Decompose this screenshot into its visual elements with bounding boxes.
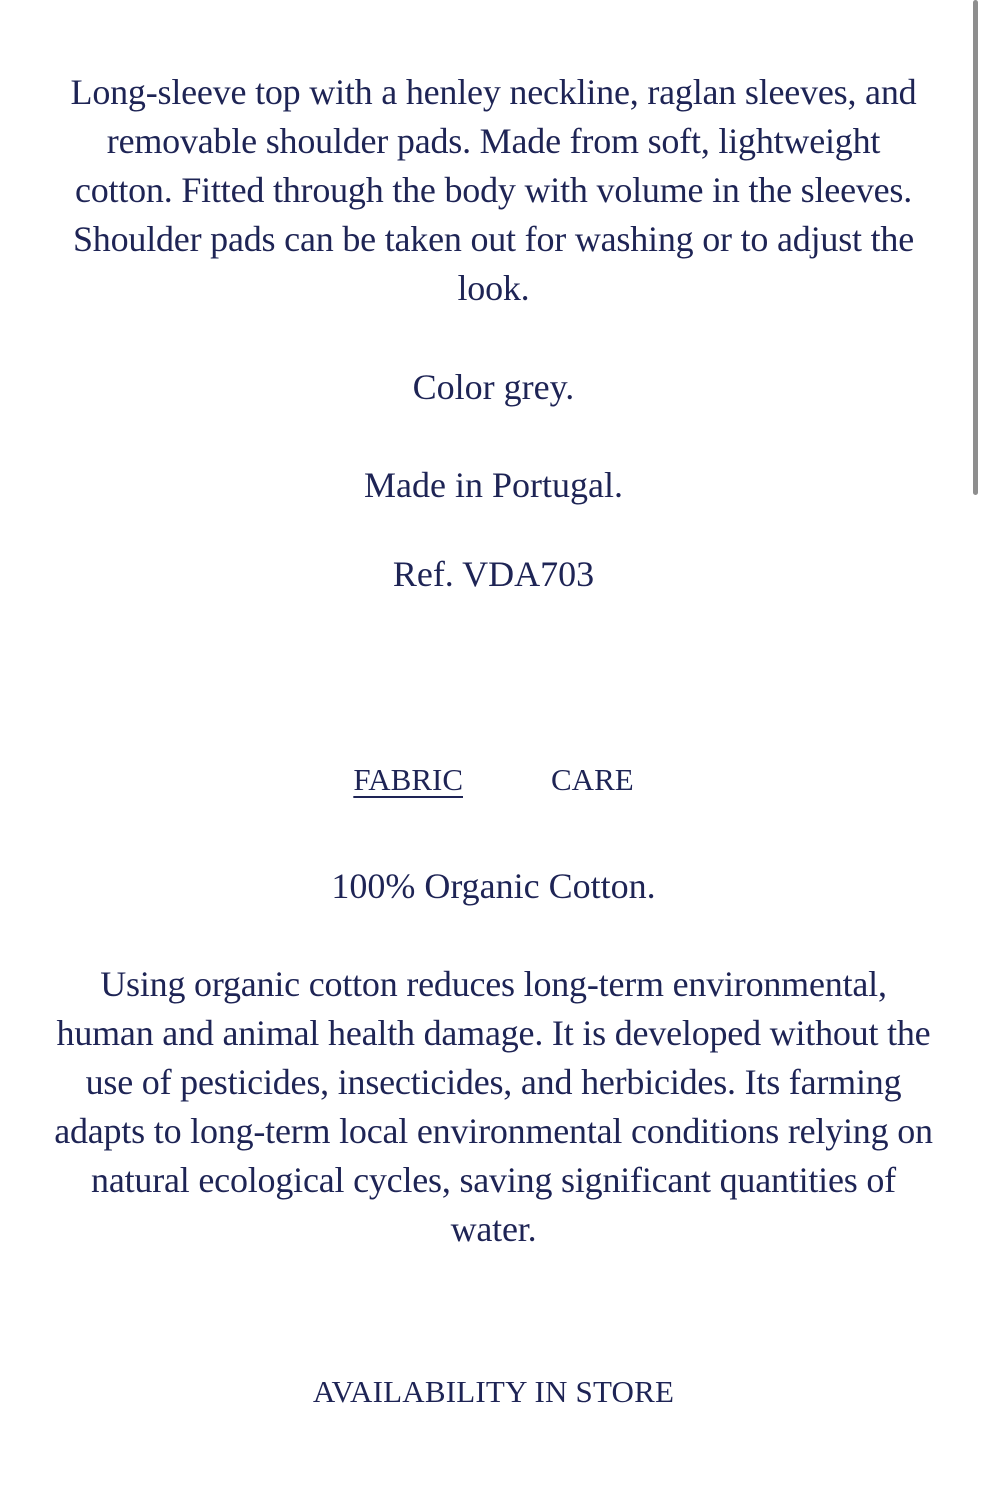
product-origin: Made in Portugal. (364, 465, 623, 505)
product-description: Long-sleeve top with a henley neckline, raglan sleeves, and removable shoulder pads. Made from soft, lightweight cotton. Fitted through the body with volume in the sleeves. Shoulder pads can be taken out for washing or to adjust the look. (70, 72, 917, 308)
scrollbar[interactable] (973, 0, 987, 1500)
fabric-composition: 100% Organic Cotton. (331, 866, 656, 906)
product-color: Color grey. (412, 367, 575, 407)
scrollbar-thumb[interactable] (973, 0, 978, 495)
availability-in-store-link[interactable]: AVAILABILITY IN STORE (312, 1374, 675, 1409)
fabric-description: Using organic cotton reduces long-term environmental, human and animal health damage. It is developed without the use of pesticides, insecticides, and herbicides. Its farming adapts to long-term local environmental conditions relying on natural ecological cycles, saving significant quantities of water. (54, 964, 933, 1249)
product-reference: Ref. VDA703 (392, 554, 595, 594)
tab-care[interactable]: CARE (551, 762, 634, 797)
tab-fabric[interactable]: FABRIC (353, 762, 463, 797)
info-tabs (0, 760, 987, 800)
